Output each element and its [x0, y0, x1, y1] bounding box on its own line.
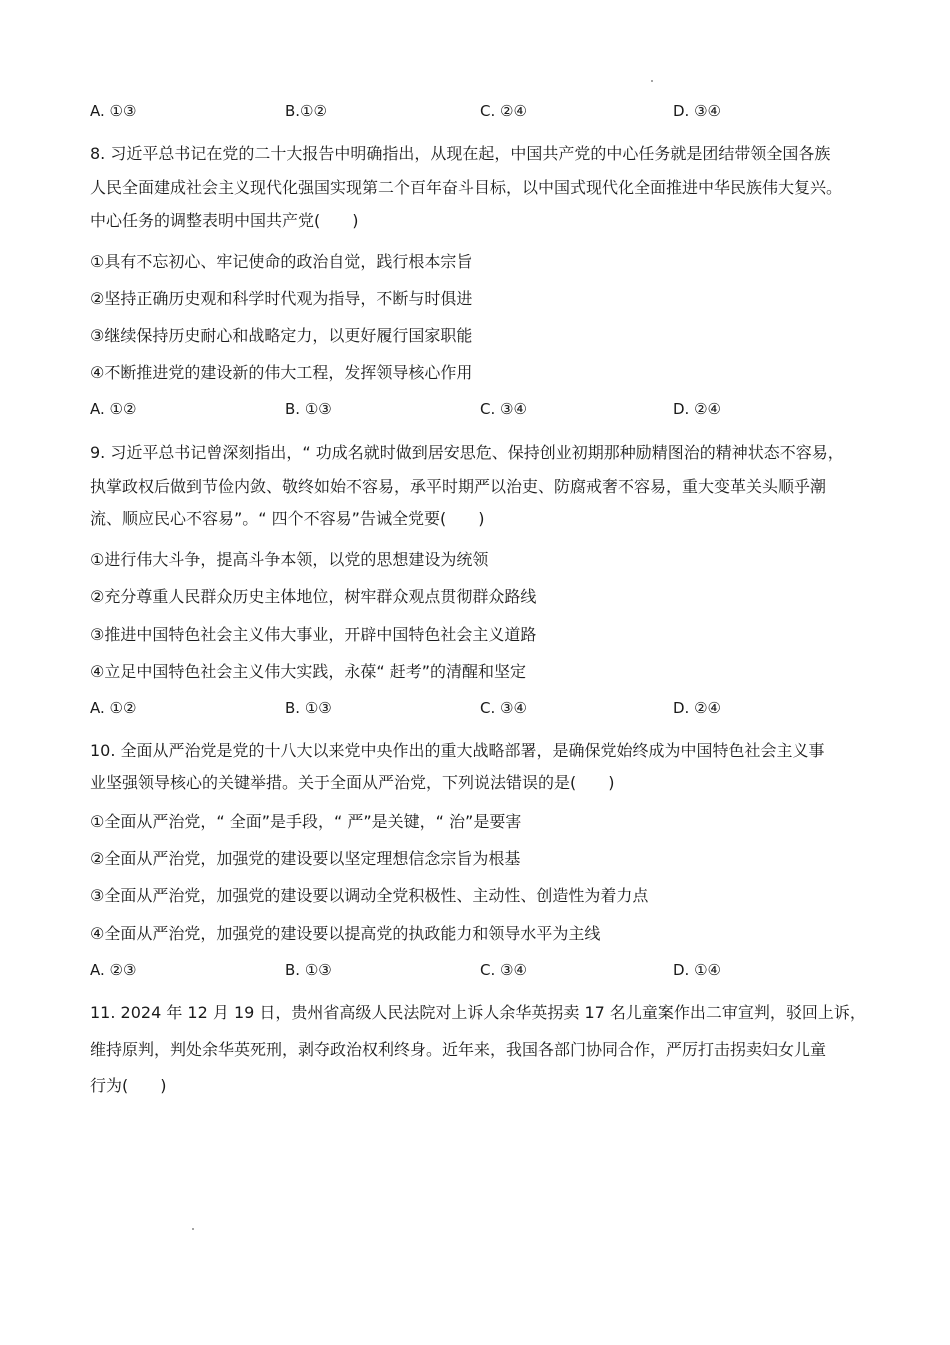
q7-option-c[interactable]: C. ②④: [480, 102, 527, 120]
q10-option-c[interactable]: C. ③④: [480, 961, 527, 979]
scan-dot: [192, 1228, 194, 1230]
q9-stem-line-2: 执掌政权后做到节俭内敛、敬终如始不容易，承平时期严以治吏、防腐戒奢不容易，重大变革关头顺乎潮: [90, 477, 827, 496]
q9-item-2: ②充分尊重人民群众历史主体地位，树牢群众观点贯彻群众路线: [90, 587, 537, 606]
q7-option-a[interactable]: A. ①③: [90, 102, 137, 120]
q8-stem-line-1: 8. 习近平总书记在党的二十大报告中明确指出，从现在起，中国共产党的中心任务就是团结带领全国各族: [90, 144, 831, 163]
q8-stem-line-2: 人民全面建成社会主义现代化强国实现第二个百年奋斗目标，以中国式现代化全面推进中华民族伟大复兴。: [90, 178, 843, 197]
q11-stem-line-2: 维持原判，判处余华英死刑，剥夺政治权利终身。近年来，我国各部门协同合作，严厉打击拐卖妇女儿童: [90, 1040, 827, 1059]
q10-item-1: ①全面从严治党，“ 全面”是手段，“ 严”是关键，“ 治”是要害: [90, 812, 522, 831]
q8-item-2: ②坚持正确历史观和科学时代观为指导，不断与时俱进: [90, 289, 473, 308]
q8-option-d[interactable]: D. ②④: [673, 400, 721, 418]
q9-item-1: ①进行伟大斗争，提高斗争本领，以党的思想建设为统领: [90, 550, 489, 569]
q11-stem-line-3: 行为( ): [90, 1076, 167, 1095]
q7-option-d[interactable]: D. ③④: [673, 102, 721, 120]
q10-stem-line-1: 10. 全面从严治党是党的十八大以来党中央作出的重大战略部署，是确保党始终成为中国特色社会主义事: [90, 741, 825, 760]
q10-option-b[interactable]: B. ①③: [285, 961, 332, 979]
scan-dot: [651, 80, 653, 82]
q9-stem-line-3: 流、顺应民心不容易”。“ 四个不容易”告诫全党要( ): [90, 509, 485, 528]
q8-item-3: ③继续保持历史耐心和战略定力，以更好履行国家职能: [90, 326, 473, 345]
q7-option-b[interactable]: B.①②: [285, 102, 327, 120]
q8-option-b[interactable]: B. ①③: [285, 400, 332, 418]
q9-stem-line-1: 9. 习近平总书记曾深刻指出，“ 功成名就时做到居安思危、保持创业初期那种励精图治的精神状态不容易，: [90, 443, 844, 462]
q9-item-3: ③推进中国特色社会主义伟大事业，开辟中国特色社会主义道路: [90, 625, 537, 644]
q8-stem-line-3: 中心任务的调整表明中国共产党( ): [90, 211, 359, 230]
q8-item-4: ④不断推进党的建设新的伟大工程，发挥领导核心作用: [90, 363, 473, 382]
q9-item-4: ④立足中国特色社会主义伟大实践，永葆“ 赶考”的清醒和坚定: [90, 662, 527, 681]
q10-option-d[interactable]: D. ①④: [673, 961, 721, 979]
q8-item-1: ①具有不忘初心、牢记使命的政治自觉，践行根本宗旨: [90, 252, 473, 271]
q10-item-3: ③全面从严治党，加强党的建设要以调动全党积极性、主动性、创造性为着力点: [90, 886, 649, 905]
q8-option-a[interactable]: A. ①②: [90, 400, 137, 418]
q9-option-a[interactable]: A. ①②: [90, 699, 137, 717]
q10-item-4: ④全面从严治党，加强党的建设要以提高党的执政能力和领导水平为主线: [90, 924, 601, 943]
q9-option-b[interactable]: B. ①③: [285, 699, 332, 717]
q8-option-c[interactable]: C. ③④: [480, 400, 527, 418]
q10-option-a[interactable]: A. ②③: [90, 961, 137, 979]
q9-option-c[interactable]: C. ③④: [480, 699, 527, 717]
q10-item-2: ②全面从严治党，加强党的建设要以坚定理想信念宗旨为根基: [90, 849, 521, 868]
q11-stem-line-1: 11. 2024 年 12 月 19 日，贵州省高级人民法院对上诉人余华英拐卖 17 名儿童案作出二审宣判，驳回上诉，: [90, 1003, 866, 1022]
q9-option-d[interactable]: D. ②④: [673, 699, 721, 717]
q10-stem-line-2: 业坚强领导核心的关键举措。关于全面从严治党，下列说法错误的是( ): [90, 773, 615, 792]
